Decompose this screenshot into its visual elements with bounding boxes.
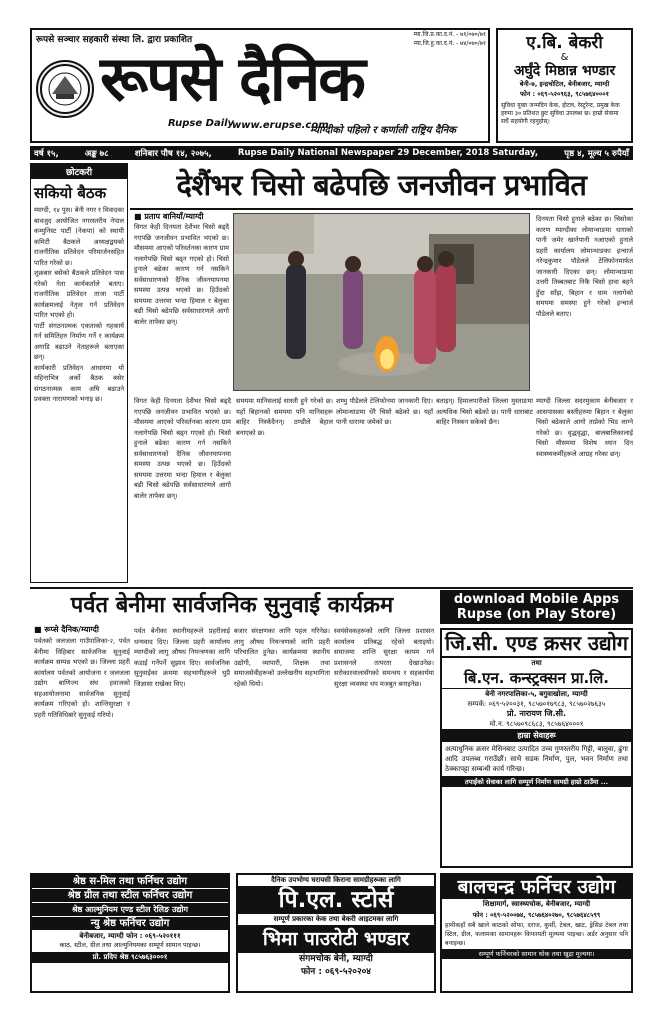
lead-column-mid1: समयमा मानिसलाई सास्ती हुने गरेको छ। यहाँ बिहानको समयमा पनि मानिसहरू बाहिर निस्कँदैनन्। ठण्डीले बेहाल बनाएको छ। [236, 397, 333, 437]
ad-line: श्रेष्ठ स-मिल तथा फर्निचर उद्योग [32, 875, 228, 888]
government-seal-icon [36, 60, 94, 118]
volume: वर्ष १५, [34, 148, 59, 159]
ad-balchandra-note: सम्पूर्ण फर्निचरको सामान थोक तथा खुद्रा मूल्यमा। [442, 949, 631, 959]
registration-line: म्या.जि.हु.का.द.नं. - ७४/०७०/७१ [413, 40, 486, 47]
ad-pl-title2: भिमा पाउरोटी भण्डार [238, 925, 434, 953]
ad-gc-tatha: तथा [531, 659, 542, 667]
ad-balchandra-furniture [440, 873, 633, 993]
ad-gc-note: तपाईंको सेवाका लागि सम्पूर्ण निर्माण सामग्री हाम्रो ठाउँमा ... [442, 776, 631, 787]
second-byline: ■ रूप्से दैनिक/म्याग्दी [34, 625, 99, 634]
ad-pl-top: दैनिक उपभोग्य घरायसी किराना सामग्रीहरूका लागि [271, 876, 401, 884]
ad-gc-crusher [440, 628, 633, 868]
ad-balchandra-title: बालचन्द्र फर्निचर उद्योग [442, 875, 631, 899]
divider [130, 208, 633, 210]
ad-bakery [496, 28, 633, 143]
second-column-1: पर्वतको जलजला गाउँपालिका-२, पर्वत बेनीमा विहिबार सार्वजनिक सुनुवाई कार्यक्रम सम्पन्न भएको छ। जिल्ला प्रहरी कार्यालय पर्वतको आयोजना र जलजला उद्योग बाणिज्य संघ हवाजको सहआयोजनामा सार्वजनिक सुनुवाई कार्यक्रम गरिएको हो। शान्तिसुरक्षा र प्रहरी गतिविधिबारे सुनुवाई गरियो। [34, 637, 130, 719]
brief-column [30, 163, 128, 583]
ad-furniture-owner: प्रो. प्रदिप श्रेष्ठ ९८५७६३०००१ [32, 952, 228, 963]
lead-byline: ■ प्रताप बानियाँ/म्याग्दी [134, 212, 204, 221]
ad-pl-sub: सम्पूर्ण प्रकारका केक तथा बेकरी आइटमका लागि [273, 915, 399, 923]
brief-title: सकियो बैठक [34, 184, 107, 202]
ad-shrestha-furniture [30, 873, 230, 993]
ad-gc-owner: प्रो. नारायण जि.सी. [506, 709, 567, 718]
ad-furniture-address: बेनीबजार, म्याग्दी फोन : ०६९-५२०१११ [79, 932, 181, 940]
second-column-2: पर्वत बेनीका स्थानीयहरूले प्रहरीलाई धन्यवाद दिए। जिल्ला प्रहरी कार्यालय म्याग्दीको लागु औषध नियन्त्रणका लागि कडाई गर्नेपर्ने सुझाव दिए। सार्वजनिक सुनुवाईका क्रममा सहभागीहरूले थुप्रै जिज्ञासा राखेका थिए। [134, 627, 230, 688]
ad-pl-title: पि.एल. स्टोर्स [238, 886, 434, 914]
lead-photo [233, 213, 530, 391]
lead-column-4: म्याग्दी जिल्ला सदरमुकाम बेनीबजार र आसपासका बस्तीहरुमा बिहान र बेलुका चिसो बढेकाले आगो ताप्नेको भिड लाग्ने गरेको छ। वृद्धवृद्धा, बालबालिकालाई चिसो मौसममा विशेष ध्यान दिन स्वास्थ्यकर्मीहरूले आग्रह गरेका छन्। [536, 397, 633, 458]
download-line-1: download Mobile Apps [453, 592, 620, 607]
ad-gc-title2: बि.एन. कन्स्ट्रक्सन प्रा.लि. [442, 668, 631, 689]
date-nepali: शनिबार पौष १४, २०७५, [134, 148, 212, 159]
second-headline[interactable]: पर्वत बेनीमा सार्वजनिक सुनुवाई कार्यक्रम [70, 593, 394, 618]
ad-pl-phone: फोन : ०६९-५२०२०४ [301, 967, 371, 977]
ad-bakery-desc: सुविधा युक्त जन्मदिन केक, होटल, रेस्टुरेन्ट, प्रमुख केक हरुमा ३० प्रतिशत छुट सुविधा उपलब्ध छ। हाम्रो सेवामा सधैं सहयोगी रहनुहोस्। [501, 102, 620, 125]
ad-bakery-amp: & [560, 52, 569, 63]
download-app-banner[interactable] [440, 590, 633, 624]
lead-column-1: विगत केही दिनयता देशैंभर चिसो बढ्दै गएपछि जनजीवन प्रभावित भएको छ। मौसममा आएको परिवर्तनका कारण ग्राम नलागेपछि चिसो बढ्न गएको हो। चिसो हुनाले बढेका कारण गर्न नसकिने सर्वसाधारणको दैनिक जीवनयापनमा समस्या उत्पन्न भएको छ। हिउँदको समयमा उत्तरमा भन्दा हिमाल र बेलुका बढी चिसो बढेपछि सर्वसाधारणले आगो बालेर तापेका छन्। [134, 223, 229, 326]
masthead-title: रूपसे दैनिक [100, 42, 364, 115]
ad-bakery-address: बेनी-७, इन्द्रचोटिल, बेनीबजार, म्याग्दी [519, 80, 610, 88]
ad-bakery-subtitle: अर्घुंदे मिष्ठान्न भण्डार [513, 63, 616, 79]
second-column-4: स्वयंसेवकहरूको लागि जिल्ला प्रशासन कार्यालय प्रतिबद्ध रहेको बताइयो। समाजमा शान्ति सुरक्षा कायम गर्न प्रशासनले तत्परता देखाउनेछ। सरोकारवालासँगको समन्वय र सहकार्यमा सुरक्षा व्यवस्था थप मजबुत बनाइनेछ। [334, 627, 434, 688]
brief-paragraph: पार्टी संगठनात्मक एकताको गहकार्य गर्न समितिहरु निर्माण गर्ने र कार्यक्रम अगाडि बढाउने नेताहरूले बताएका छन्। [34, 321, 124, 361]
ad-line: न्यु श्रेष्ठ फर्निचर उद्योग [32, 917, 228, 930]
dateline-bar [30, 146, 633, 160]
masthead-title-en: Rupse Daily [168, 118, 235, 129]
ad-pl-stores [236, 873, 436, 993]
lead-headline[interactable]: देशैंभर चिसो बढेपछि जनजीवन प्रभावित [176, 168, 587, 202]
issue-number: अङ्क ७८ [84, 148, 109, 159]
download-line-2: Rupse (on Play Store) [456, 607, 617, 622]
registration-numbers [396, 30, 486, 48]
ad-line: श्रेष्ठ ग्रील तथा स्टील फर्निचर उद्योग [32, 889, 228, 902]
ad-balchandra-address: शिक्षामार्ग, स्वास्थ्यचोक, बेनीबजार, म्याग्दी [482, 900, 591, 908]
ad-balchandra-desc: हामीकहाँ सबै खाले काठको सोफा, दराज, कुर्सी, टेबल, खाट, ड्रेसिङ टेबल तथा स्टिल, ग्रील, फलामका सामानहरू किफायती मूल्यमा पाइन्छ। अर्डर अनुसार पनि बनाइन्छ। [445, 922, 628, 947]
date-english: Rupse Daily National Newspaper 29 December, 2018 Saturday, [237, 148, 539, 158]
ad-gc-mobile: मो.न. ९८५७०९८६८३, ९८५७६४०००१ [489, 720, 584, 728]
ad-furniture-desc: काठ, स्टील, ग्रील तथा आल्मुनियमका सम्पूर्ण सामान पाइन्छ। [59, 941, 201, 949]
masthead-slogan: म्याग्दीको पहिलो र कर्णाली राष्ट्रिय दैनिक [310, 125, 456, 136]
ad-gc-services: अत्याधुनिक क्रसर मेसिनबाट उत्पादित उच्च गुणस्तरीय गिट्टी, बालुवा, ढुंगा आदि उपलब्ध गराउँछौं। साथै सडक निर्माण, पुल, भवन निर्माण तथा ठेक्कापट्टा सम्बन्धी कार्य गरिन्छ। [445, 745, 628, 773]
divider [30, 587, 633, 589]
lead-column-mid2: शम्भु पौडेलले टेलिफोनमा जानकारी दिए। लोमान्थाङमा धेरै चिसो बढेको छ। यहाँ पानी धारामा जमेको छ। [336, 397, 433, 426]
registration-line: म्या.जि.प्र.का.द.नं. - ७१/०७०/७१ [413, 31, 486, 38]
ad-gc-title: जि.सी. एण्ड क्रसर उद्योग [442, 630, 631, 658]
brief-heading: छोटकरी [31, 164, 127, 179]
website-link[interactable]: www.erupse.com [232, 120, 329, 131]
brief-paragraph: शुक्रबार बसेको बैठकले प्रतिवेदन पास गरेको नेता कार्यकर्ताले बताए। राजनीतिक प्रतिवेदन ताजा पार्टी कार्यक्रमलाई नेतृत्व गर्न प्रतिवेदन पारित भएको हो। [34, 269, 124, 319]
ad-gc-phone: सम्पर्क: ०६९-५२००३१, ९८५७०१७९८३, ९८५७०२७६३५ [467, 700, 606, 708]
page-price: पृष्ठ ४, मूल्य ५ रुपैयाँ [564, 148, 629, 159]
ad-bakery-title: ए.बि. बेकरी [526, 33, 603, 53]
brief-paragraph: कार्यकारी प्रतिवेदन आधारमा यो महिनाभित्र अर्को बैठक बसेर संगठनात्मक काम अघि बढाउने प्रवक्ता नारायणको भनाइ छ। [34, 363, 124, 403]
ad-pl-address: संगमचोक बेनी, म्याग्दी [299, 954, 373, 964]
ad-bakery-phone: फोन : ०६९-५२०९६३, ९८५७६४०००१ [519, 90, 610, 98]
brief-paragraph: म्याग्दी, १४ पुस। बेनी नगर र विवादका बावजुद आयोजित नगरस्तरीय नेपाल कम्युनिस्ट पार्टी (नेकपा) को स्थायी कमिटी बैठकले अध्यक्षद्वयको राजनीतिक प्रतिवेदन परिमार्जनसहित पारित गरेको छ। [34, 206, 124, 267]
ad-balchandra-phone: फोन : ०६९-५२००७४, ९८५७६४०२७०, ९८५७६४८५९९ [472, 911, 601, 919]
second-column-3: बजार संरक्षणका लागि पहल गरिनेछ। लागु औषध नियन्त्रणको लागि प्रहरी परिचालित हुनेछ। कार्यक्रममा स्थानीय उद्योगी, व्यापारी, शिक्षक तथा समाजसेवीहरूको उल्लेखनीय सहभागिता रहेको थियो। [234, 627, 330, 688]
lead-column-2: विगत केही दिनयता देशैंभर चिसो बढ्दै गएपछि जनजीवन प्रभावित भएको छ। मौसममा आएको परिवर्तनका कारण ग्राम नलागेपछि चिसो बढ्न गएको हो। चिसो हुनाले बढेका कारण गर्न नसकिने सर्वसाधारणको दैनिक जीवनयापनमा समस्या उत्पन्न भएको छ। हिउँदको समयमा उत्तरमा भन्दा हिमाल र बेलुका बढी चिसो बढेपछि सर्वसाधारणले आगो बालेर तापेका छन्। [134, 397, 231, 500]
ad-gc-services-head: हाम्रा सेवाहरू [442, 729, 631, 742]
lead-column-mid3: बताइन्। हिमालपारीको जिल्ला मुस्ताङमा अत्यधिक चिसो बढेको छ। पानी धाराबाट बाहिर निस्कन सकेको छैन। [436, 397, 533, 426]
ad-gc-address: बेनी नगरपालिका-५, बगुवाखोला, म्याग्दी [485, 690, 588, 698]
lead-column-3: दिनयता चिसो हुनाले बढेका छ। चिसोका कारण म्याग्दीका लोमान्थाङमा धाराको पानी जमेर खानेपानी नआएको हुनाले प्रहरी कार्यालय लोमान्थाङका इन्चार्ज नरेन्द्रकुमार पौडेलले टेलिफोनमार्फत जानकारी दिएका छन्। लोमान्थाङमा उत्तरी तिब्बतबाट निकै चिसो हावा बहने हुँदा साँझ, बिहान र धाम नलागेको समयमा समस्या हुने गरेको इन्चार्ज पौडेलले बताए। [536, 215, 633, 318]
publisher-tagline: रूपसे सञ्चार सहकारी संस्था लि. द्वारा प्रकाशित [36, 35, 193, 45]
ad-line: श्रेष्ठ आल्मुनियम एण्ड स्टील रेलिङ उद्योग [32, 903, 228, 916]
